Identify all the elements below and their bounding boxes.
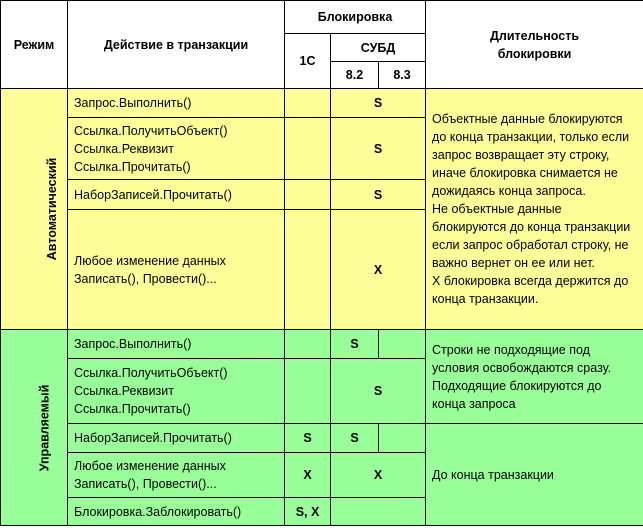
- managed-action: Любое изменение данных Записать(), Провести()...: [68, 453, 285, 498]
- managed-1c-lock: S, X: [285, 498, 331, 526]
- auto-mode-label: Автоматический: [45, 157, 60, 261]
- auto-dbms-lock: S: [331, 118, 426, 180]
- auto-action: Любое изменение данных Записать(), Провести()...: [68, 210, 285, 330]
- auto-dbms-lock: S: [331, 180, 426, 210]
- header-duration: Длительность блокировки: [426, 1, 643, 89]
- auto-mode-cell: [1, 89, 68, 330]
- managed-1c-lock: [285, 359, 331, 424]
- managed-dbms-82-lock: S: [331, 330, 379, 359]
- auto-action: НаборЗаписей.Прочитать(): [68, 180, 285, 210]
- managed-action: Блокировка.Заблокировать(): [68, 498, 285, 526]
- header-action: Действие в транзакции: [68, 1, 285, 89]
- managed-1c-lock: [285, 330, 331, 359]
- managed-row: [1, 424, 643, 453]
- managed-dbms-lock: [331, 498, 426, 526]
- managed-dbms-82-lock: S: [331, 424, 379, 453]
- auto-1c-cell: [285, 210, 331, 330]
- managed-mode-cell: [1, 330, 68, 526]
- auto-1c-cell: [285, 89, 331, 118]
- auto-dbms-lock: X: [331, 210, 426, 330]
- managed-dbms-83-cell: [379, 424, 426, 453]
- managed-row: [1, 330, 643, 359]
- auto-dbms-lock: S: [331, 89, 426, 118]
- managed-dbms-lock: S: [331, 359, 426, 424]
- managed-action: Запрос.Выполнить(): [68, 330, 285, 359]
- auto-action: Ссылка.ПолучитьОбъект() Ссылка.Реквизит Ссылка.Прочитать(): [68, 118, 285, 180]
- auto-1c-cell: [285, 118, 331, 180]
- header-v83: 8.3: [379, 62, 426, 89]
- managed-action: НаборЗаписей.Прочитать(): [68, 424, 285, 453]
- managed-mode-label: Управляемый: [37, 384, 52, 471]
- auto-duration: Объектные данные блокируются до конца транзакции, только если запрос возвращает эту строку, иначе блокировка снимается не дожидаясь конца запроса. Не объектные данные блокируются до конца транзакции если запрос обработал строку, не важно вернет он ее или нет. X блокировка всегда держится до конца транзакции.: [426, 89, 643, 330]
- managed-action: Ссылка.ПолучитьОбъект() Ссылка.Реквизит Ссылка.Прочитать(): [68, 359, 285, 424]
- managed-duration-1: Строки не подходящие под условия освобождаются сразу. Подходящие блокируются до конца запроса: [426, 330, 643, 424]
- header-mode: Режим: [1, 1, 68, 89]
- auto-action: Запрос.Выполнить(): [68, 89, 285, 118]
- managed-duration-2: До конца транзакции: [426, 424, 643, 526]
- header-row-1: [1, 1, 643, 34]
- auto-row: [1, 89, 643, 118]
- managed-dbms-lock: X: [331, 453, 426, 498]
- managed-1c-lock: X: [285, 453, 331, 498]
- header-lock: Блокировка: [285, 1, 426, 34]
- auto-1c-cell: [285, 180, 331, 210]
- header-1c: 1С: [285, 34, 331, 89]
- managed-1c-lock: S: [285, 424, 331, 453]
- managed-dbms-83-cell: [379, 330, 426, 359]
- header-dbms: СУБД: [331, 34, 426, 62]
- header-v82: 8.2: [331, 62, 379, 89]
